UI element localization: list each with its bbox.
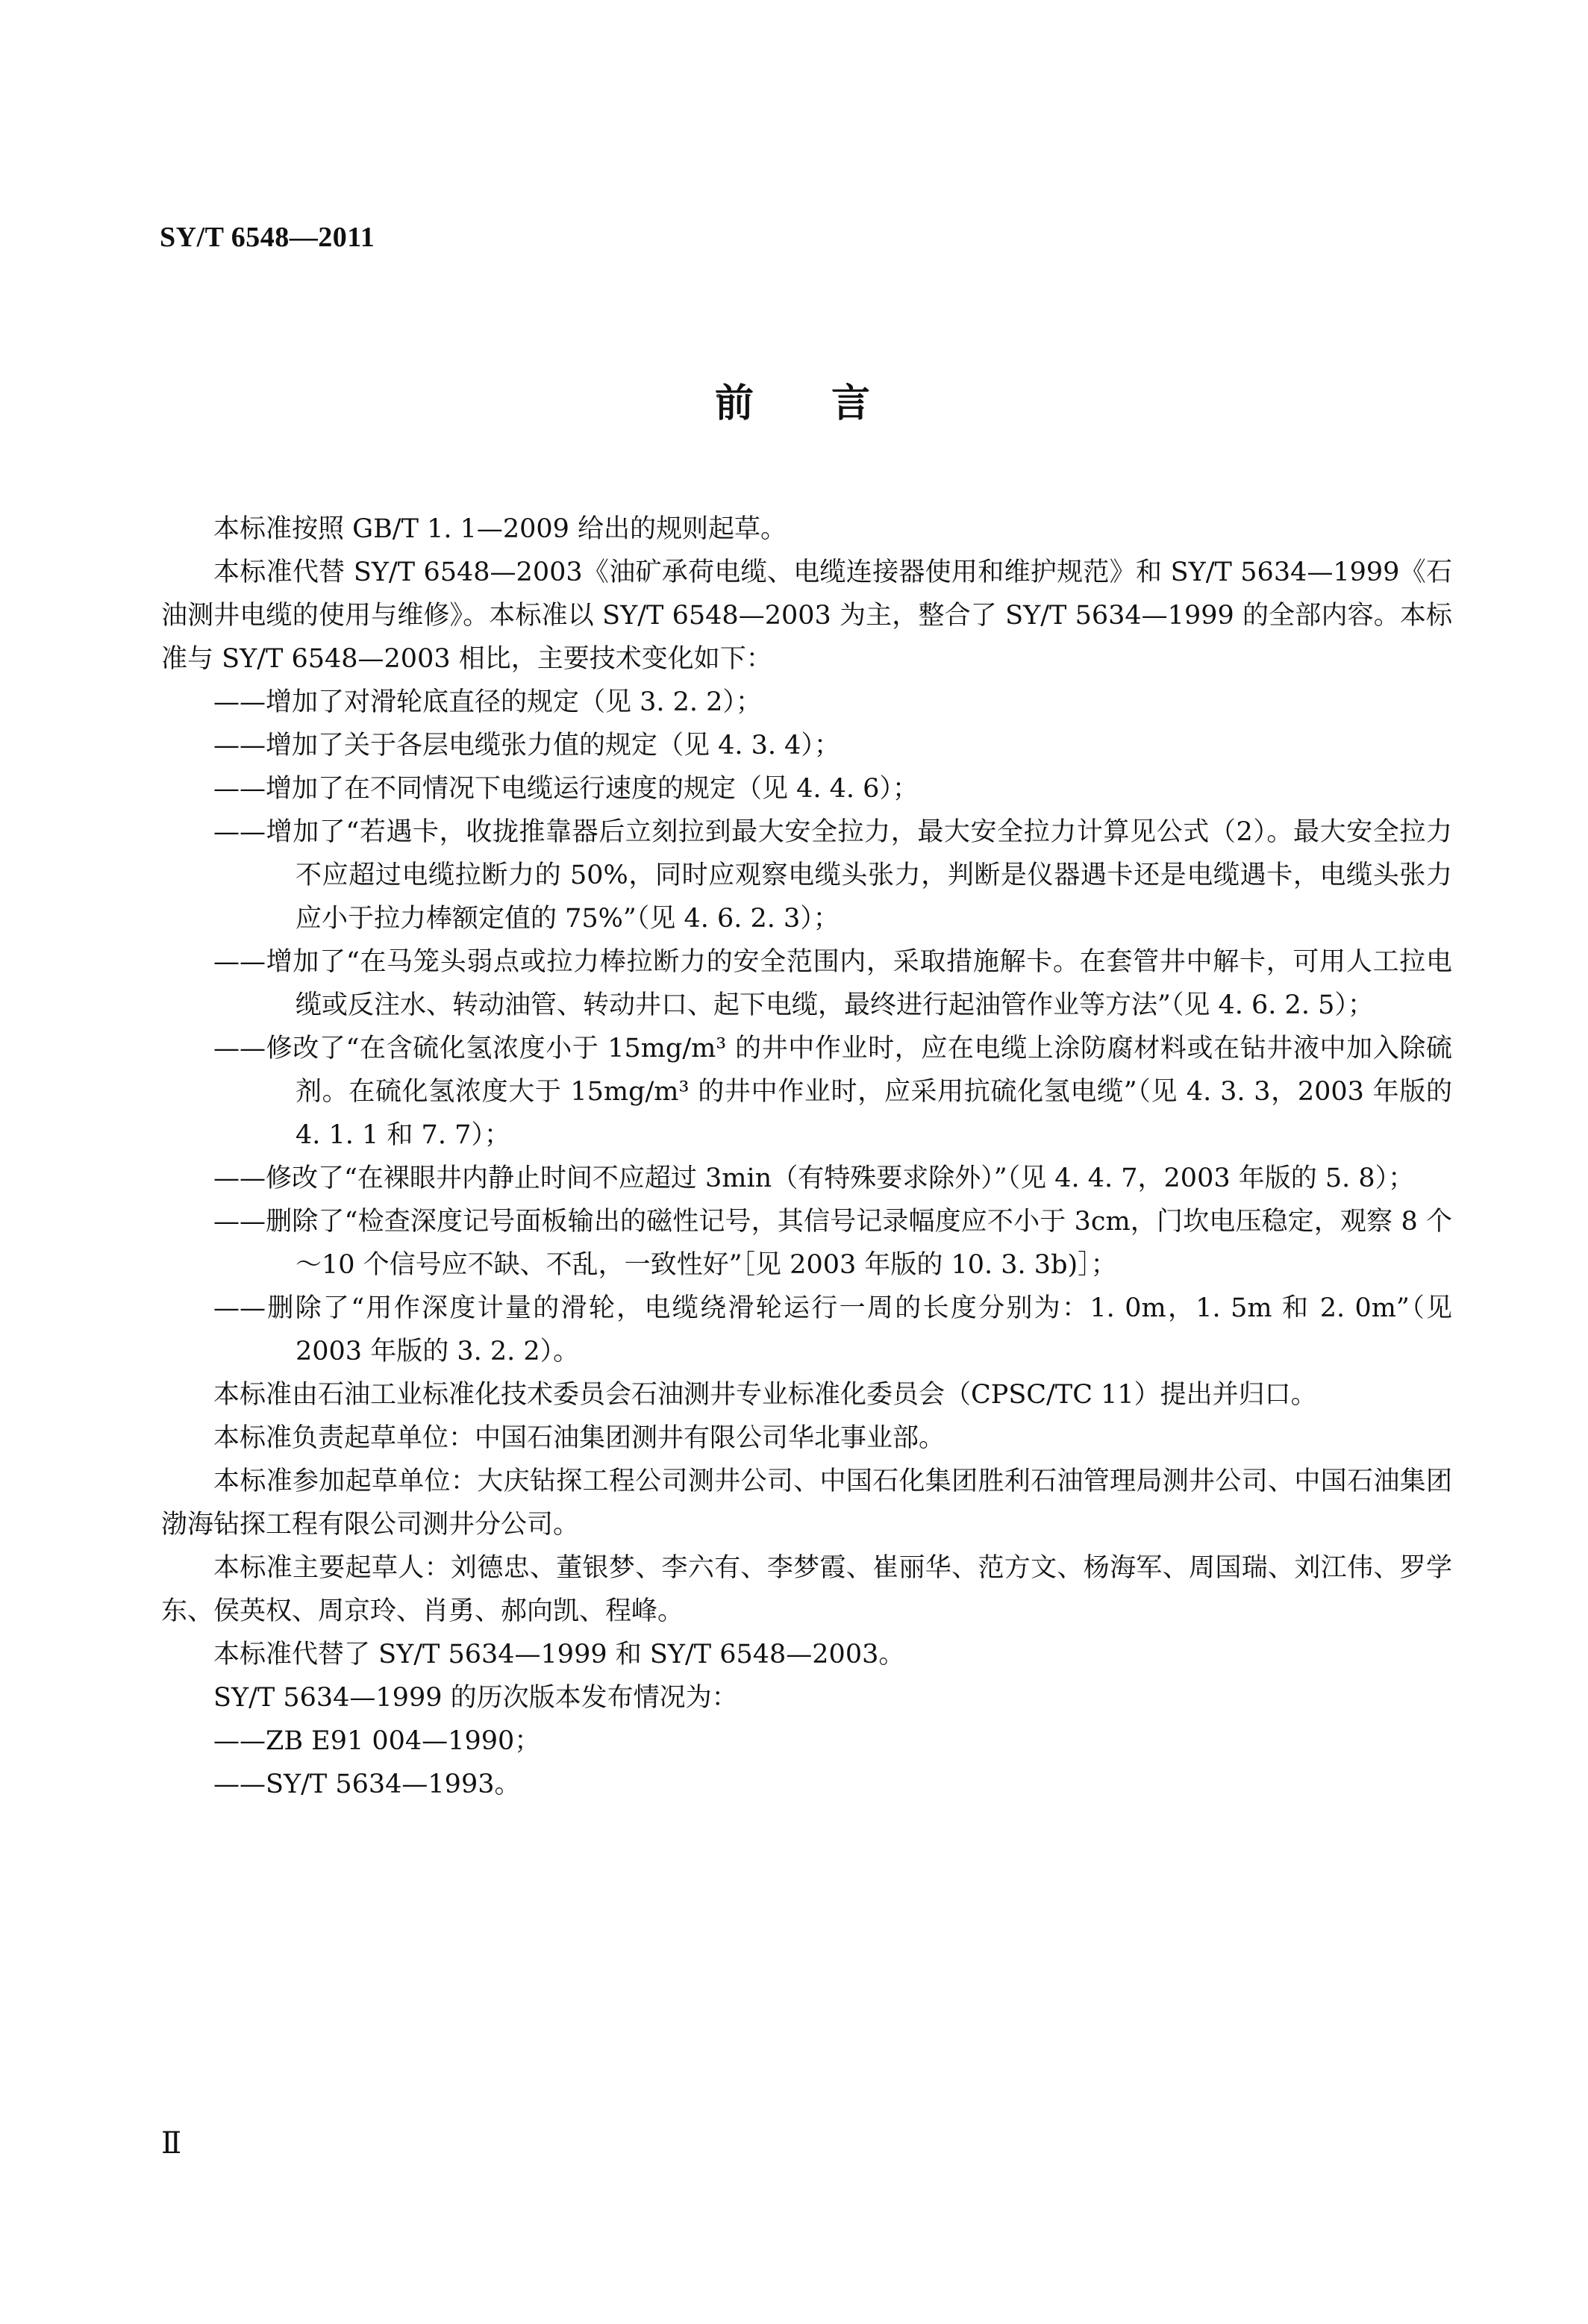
standard-code: SY/T 6548—2011 <box>160 222 375 253</box>
paragraph: 本标准代替了 SY/T 5634—1999 和 SY/T 6548—2003。 <box>213 1640 905 1669</box>
paragraph: 本标准参加起草单位：大庆钻探工程公司测井公司、中国石化集团胜利石油管理局测井公司、中国石油集团渤海钻探工程有限公司测井分公司。 <box>161 1466 1452 1540</box>
list-item: ——增加了关于各层电缆张力值的规定（见 4. 3. 4）； <box>213 731 840 760</box>
list-item: ——ZB E91 004—1990； <box>213 1726 541 1756</box>
list-item: ——修改了“在含硫化氢浓度小于 15mg/m³ 的井中作业时，应在电缆上涂防腐材料或在钻井液中加入除硫剂。在硫化氢浓度大于 15mg/m³ 的井中作业时，应采用抗硫化氢电缆”（见 4. 3. 3，2003 年版的 4. 1. 1 和 7. 7）； <box>213 1034 1452 1150</box>
page-number: Ⅱ <box>161 2126 182 2160</box>
list-item: ——增加了对滑轮底直径的规定（见 3. 2. 2）； <box>213 687 762 717</box>
list-item: ——SY/T 5634—1993。 <box>213 1769 521 1799</box>
paragraph: 本标准负责起草单位：中国石油集团测井有限公司华北事业部。 <box>213 1423 945 1453</box>
list-item: ——删除了“用作深度计量的滑轮，电缆绕滑轮运行一周的长度分别为：1. 0m，1. 5m 和 2. 0m”（见 2003 年版的 3. 2. 2）。 <box>213 1293 1452 1366</box>
list-item: ——删除了“检查深度记号面板输出的磁性记号，其信号记录幅度应不小于 3cm，门坎电压稳定，观察 8 个～10 个信号应不缺、不乱，一致性好”［见 2003 年版的 10. 3. 3b)］； <box>213 1207 1452 1280</box>
list-item: ——增加了“在马笼头弱点或拉力棒拉断力的安全范围内，采取措施解卡。在套管井中解卡，可用人工拉电缆或反注水、转动油管、转动井口、起下电缆，最终进行起油管作业等方法”（见 4. 6. 2. 5）； <box>213 947 1452 1020</box>
paragraph: 本标准代替 SY/T 6548—2003《油矿承荷电缆、电缆连接器使用和维护规范》和 SY/T 5634—1999《石油测井电缆的使用与维修》。本标准以 SY/T 6548—2003 为主，整合了 SY/T 5634—1999 的全部内容。本标准与 SY/T 6548—2003 相比，主要技术变化如下： <box>161 557 1452 674</box>
paragraph: 本标准主要起草人：刘德忠、董银梦、李六有、李梦霞、崔丽华、范方文、杨海军、周国瑞、刘江伟、罗学东、侯英权、周京玲、肖勇、郝向凯、程峰。 <box>161 1553 1452 1626</box>
list-item: ——增加了“若遇卡，收拢推靠器后立刻拉到最大安全拉力，最大安全拉力计算见公式（2）。最大安全拉力不应超过电缆拉断力的 50%，同时应观察电缆头张力，判断是仪器遇卡还是电缆遇卡，电缆头张力应小于拉力棒额定值的 75%”（见 4. 6. 2. 3）； <box>213 817 1452 934</box>
page-title <box>0 372 1588 428</box>
title-char-2: 言 <box>831 381 874 426</box>
title-char-1: 前 <box>714 381 757 426</box>
list-item: ——增加了在不同情况下电缆运行速度的规定（见 4. 4. 6）； <box>213 774 919 804</box>
list-item: ——修改了“在裸眼井内静止时间不应超过 3min（有特殊要求除外）”（见 4. 4. 7，2003 年版的 5. 8）； <box>213 1163 1415 1193</box>
foreword-body <box>161 507 1452 1806</box>
paragraph: 本标准由石油工业标准化技术委员会石油测井专业标准化委员会（CPSC/TC 11）提出并归口。 <box>213 1380 1317 1410</box>
paragraph: 本标准按照 GB/T 1. 1—2009 给出的规则起草。 <box>213 514 787 544</box>
paragraph: SY/T 5634—1999 的历次版本发布情况为： <box>213 1683 738 1713</box>
